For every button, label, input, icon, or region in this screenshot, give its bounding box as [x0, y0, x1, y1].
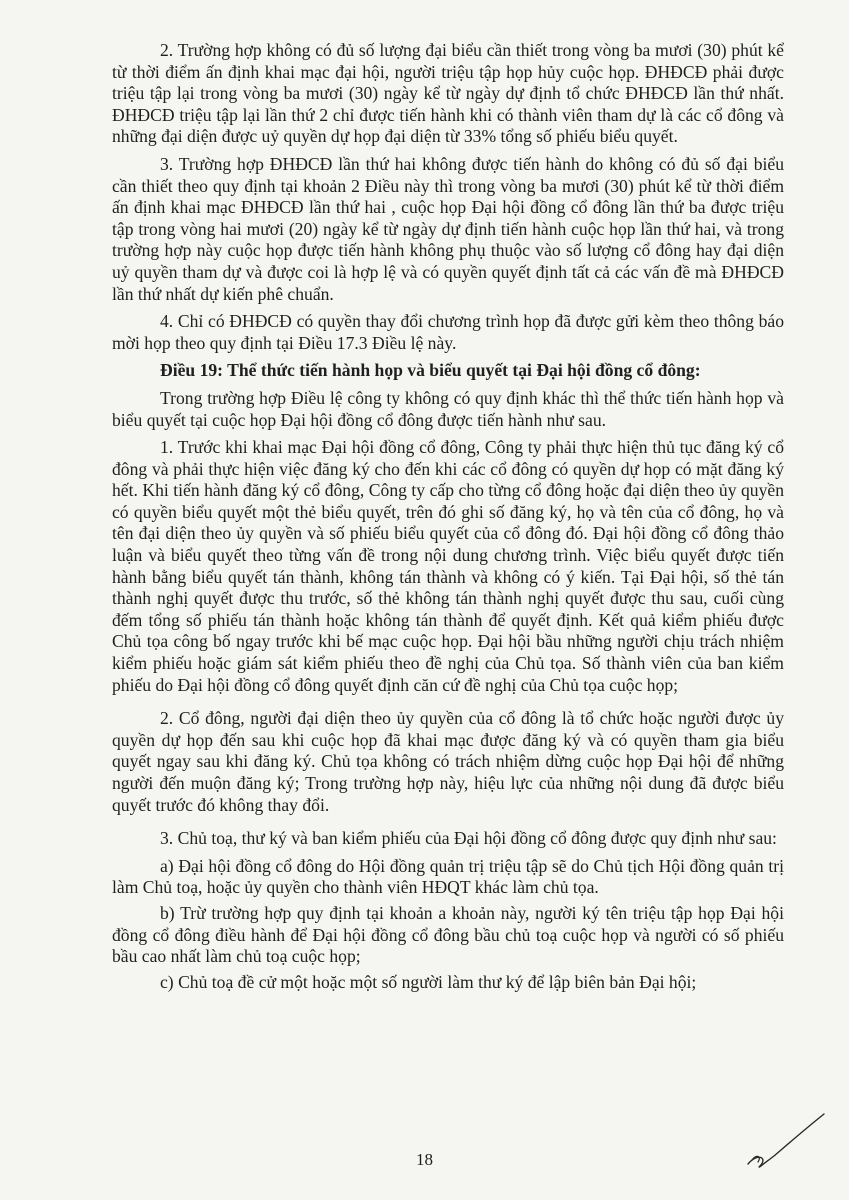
- paragraph-clause-4: 4. Chỉ có ĐHĐCĐ có quyền thay đổi chương trình họp đã được gửi kèm theo thông báo mời họp theo quy định tại Điều 17.3 Điều lệ này.: [112, 311, 784, 353]
- paragraph-item-3c: c) Chủ toạ đề cử một hoặc một số người làm thư ký để lập biên bản Đại hội;: [160, 971, 697, 992]
- article-19-heading: Điều 19: Thể thức tiến hành họp và biểu quyết tại Đại hội đồng cổ đông:: [160, 360, 701, 381]
- signature-mark: [738, 1112, 828, 1172]
- paragraph-item-2: 2. Cổ đông, người đại diện theo ủy quyền của cổ đông là tổ chức hoặc người được ủy quyền dự họp đến sau khi cuộc họp đã khai mạc được đăng ký và có quyền tham gia biểu quyết ngay sau khi đăng ký. Chủ tọa không có trách nhiệm dừng cuộc họp Đại hội để những người đến muộn đăng ký; Trong trường hợp này, hiệu lực của những nội dung đã được biểu quyết trước đó không thay đổi.: [112, 708, 784, 815]
- paragraph-item-3b: b) Trừ trường hợp quy định tại khoản a khoản này, người ký tên triệu tập họp Đại hội đồng cổ đông điều hành để Đại hội đồng cổ đông bầu chủ toạ cuộc họp và người có số phiếu bầu cao nhất làm chủ toạ cuộc họp;: [112, 902, 784, 967]
- paragraph-item-3a: a) Đại hội đồng cổ đông do Hội đồng quản trị triệu tập sẽ do Chủ tịch Hội đồng quản trị làm Chủ toạ, hoặc ủy quyền cho thành viên HĐQT khác làm chủ tọa.: [112, 855, 784, 898]
- paragraph-item-1: 1. Trước khi khai mạc Đại hội đồng cổ đông, Công ty phải thực hiện thủ tục đăng ký cổ đông và phải thực hiện việc đăng ký cho đến khi các cổ đông có quyền dự họp có mặt đăng ký hết. Khi tiến hành đăng ký cổ đông, Công ty cấp cho từng cổ đông hoặc đại diện theo ủy quyền có quyền biểu quyết một thẻ biểu quyết, trên đó ghi số đăng ký, họ và tên của cổ đông, họ và tên đại diện theo ủy quyền và số phiếu biểu quyết của cổ đông đó. Đại hội đồng cổ đông thảo luận và biểu quyết theo từng vấn đề trong nội dung chương trình. Việc biểu quyết được tiến hành bằng biểu quyết tán thành, không tán thành và không có ý kiến. Tại Đại hội, số thẻ tán thành nghị quyết được thu trước, số thẻ không tán thành nghị quyết được thu sau, cuối cùng đếm tổng số phiếu tán thành hoặc không tán thành để quyết định. Kết quả kiểm phiếu được Chủ tọa công bố ngay trước khi bế mạc cuộc họp. Đại hội bầu những người chịu trách nhiệm kiểm phiếu hoặc giám sát kiểm phiếu theo đề nghị của Chủ tọa. Số thành viên của ban kiểm phiếu do Đại hội đồng cổ đông quyết định căn cứ đề nghị của Chủ tọa cuộc họp;: [112, 437, 784, 695]
- paragraph-clause-2: 2. Trường hợp không có đủ số lượng đại biểu cần thiết trong vòng ba mươi (30) phút kể từ thời điểm ấn định khai mạc đại hội, người triệu tập họp hủy cuộc họp. ĐHĐCĐ phải được triệu tập lại trong vòng ba mươi (30) ngày kể từ ngày dự định tổ chức ĐHĐCĐ lần thứ nhất. ĐHĐCĐ triệu tập lại lần thứ 2 chỉ được tiến hành khi có thành viên tham dự là các cổ đông và những đại diện được uỷ quyền dự họp đại diện từ 33% tổng số phiếu biểu quyết.: [112, 40, 784, 147]
- paragraph-intro: Trong trường hợp Điều lệ công ty không có quy định khác thì thể thức tiến hành họp và biểu quyết tại cuộc họp Đại hội đồng cổ đông được tiến hành như sau.: [112, 387, 784, 430]
- page-number: 18: [416, 1150, 433, 1169]
- paragraph-item-3: 3. Chủ toạ, thư ký và ban kiểm phiếu của Đại hội đồng cổ đông được quy định như sau:: [160, 828, 777, 849]
- document-body: [112, 40, 784, 997]
- paragraph-clause-3: 3. Trường hợp ĐHĐCĐ lần thứ hai không được tiến hành do không có đủ số đại biểu cần thiết theo quy định tại khoản 2 Điều này thì trong vòng ba mươi (30) phút kể từ thời điểm ấn định khai mạc ĐHĐCĐ lần thứ hai , cuộc họp Đại hội đồng cổ đông lần thứ ba được triệu tập trong vòng hai mươi (20) ngày kể từ ngày dự định tiến hành cuộc họp lần thứ hai, và trong trường hợp này cuộc họp được tiến hành không phụ thuộc vào số lượng cổ đông hay đại diện uỷ quyền tham dự và được coi là hợp lệ và có quyền quyết định tất cả các vấn đề mà ĐHĐCĐ lần thứ nhất dự kiến phê chuẩn.: [112, 153, 784, 304]
